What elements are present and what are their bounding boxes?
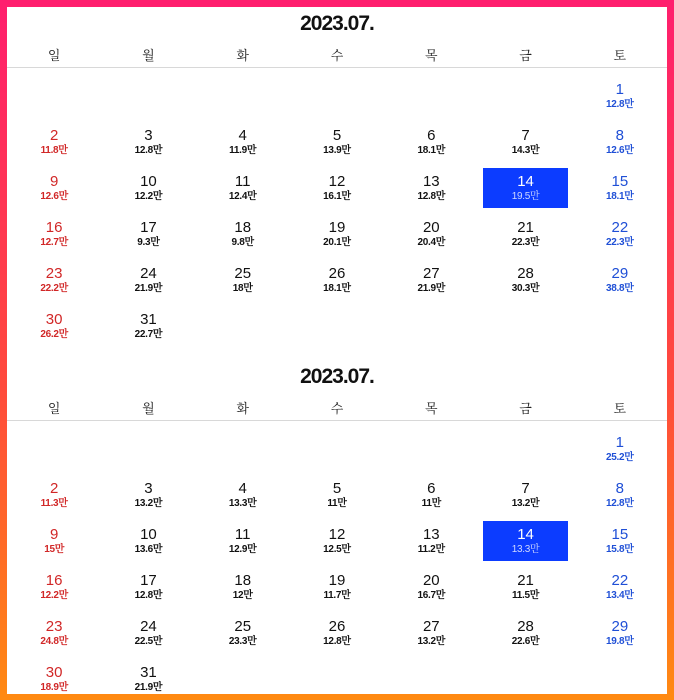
day-cell[interactable] [389,168,473,208]
day-cell[interactable] [483,122,567,162]
day-cell[interactable] [578,168,662,208]
day-number: 24 [140,618,157,635]
day-number: 29 [611,618,629,635]
day-price: 12.8만 [323,636,351,647]
day-cell[interactable] [201,475,285,515]
empty-day-cell [290,429,384,475]
day-cell[interactable] [389,214,473,254]
day-number: 2 [49,480,59,497]
day-price: 20.1만 [323,237,351,248]
day-cell[interactable] [578,521,662,561]
day-cell[interactable] [295,613,379,653]
day-number: 11 [234,173,251,190]
day-number: 4 [238,127,247,144]
day-number: 26 [328,265,346,282]
day-number: 31 [140,664,157,681]
day-price: 13.2만 [511,498,540,509]
weekday-tue: 화 [236,400,249,416]
day-price: 13.2만 [417,636,446,647]
day-price: 12.6만 [606,145,634,156]
day-number: 20 [422,572,440,589]
day-number: 11 [234,526,251,543]
day-cell[interactable] [201,168,285,208]
weekday-fri: 금 [519,47,532,63]
empty-day-cell [478,76,572,122]
day-price: 14.3만 [511,145,540,156]
day-price: 38.8만 [606,283,634,294]
day-number: 7 [521,480,530,497]
day-cell-selected[interactable] [483,521,567,561]
weekday-mon: 월 [142,47,155,63]
weekday-mon: 월 [142,400,155,416]
day-cell[interactable] [578,122,662,162]
empty-day-cell [290,76,384,122]
day-price: 12만 [232,590,253,601]
day-number: 28 [517,265,534,282]
day-number: 28 [517,618,534,635]
day-price: 16.7만 [417,590,446,601]
day-price: 20.4만 [417,237,446,248]
day-cell[interactable] [389,521,473,561]
weekday-fri: 금 [519,400,532,416]
day-number: 1 [615,434,625,451]
empty-day-cell [196,76,290,122]
day-cell[interactable] [389,122,473,162]
day-number: 18 [234,572,252,589]
weekday-sat: 토 [613,400,627,416]
day-price: 22.6만 [511,636,540,647]
day-price: 18.9만 [40,682,68,693]
day-cell[interactable] [12,475,96,515]
day-price: 11.7만 [323,590,351,601]
weekday-wed: 수 [330,47,344,63]
day-cell[interactable] [578,429,662,469]
day-cell[interactable] [12,567,96,607]
day-number: 21 [517,572,534,589]
day-cell-selected[interactable] [483,168,567,208]
price-calendar-panel [7,7,667,694]
day-price: 23.3만 [228,636,257,647]
day-cell[interactable] [389,475,473,515]
calendar-title: 2023.07. [300,365,374,388]
day-cell[interactable] [12,260,96,300]
weekday-sat: 토 [613,47,627,63]
day-number: 20 [422,219,440,236]
day-price: 21.9만 [417,283,446,294]
day-number: 15 [611,526,629,543]
day-price: 12.8만 [134,145,163,156]
weekday-thu: 목 [424,400,438,416]
day-number: 15 [611,173,629,190]
weekday-sun: 일 [47,400,61,416]
day-number: 13 [422,173,440,190]
day-number: 10 [140,526,157,543]
day-number: 24 [140,265,157,282]
day-cell[interactable] [578,475,662,515]
day-number: 3 [144,480,153,497]
day-price: 22.5만 [134,636,163,647]
weekday-header [7,394,667,421]
day-number: 23 [45,618,63,635]
day-price: 16.1만 [323,191,351,202]
day-price: 18만 [232,283,253,294]
day-cell[interactable] [201,122,285,162]
day-cell[interactable] [295,567,379,607]
day-price: 11.2만 [417,544,445,555]
day-number: 4 [238,480,247,497]
day-number: 9 [49,526,59,543]
day-cell[interactable] [106,567,190,607]
day-number: 6 [427,480,436,497]
day-price: 12.8만 [417,191,446,202]
day-cell[interactable] [295,214,379,254]
day-cell[interactable] [295,260,379,300]
day-price: 22.7만 [134,329,163,340]
day-cell[interactable] [295,521,379,561]
day-cell[interactable] [106,122,190,162]
empty-day-cell [101,76,195,122]
day-cell[interactable] [12,214,96,254]
day-cell[interactable] [295,122,379,162]
day-price: 13.6만 [134,544,163,555]
day-price: 22.3만 [511,237,540,248]
day-price: 22.2만 [40,283,68,294]
empty-day-cell [384,76,478,122]
day-cell[interactable] [106,475,190,515]
empty-day-cell [196,429,290,475]
day-cell[interactable] [106,306,190,346]
day-number: 17 [140,572,157,589]
empty-day-cell [101,429,195,475]
day-number: 12 [328,526,346,543]
day-cell[interactable] [578,613,662,653]
empty-day-cell [384,429,478,475]
day-price: 13.9만 [323,145,351,156]
day-number: 3 [144,127,153,144]
day-number: 5 [332,127,342,144]
weekday-wed: 수 [330,400,344,416]
calendar-month-2 [7,360,667,694]
day-price: 13.3만 [511,544,540,555]
day-price: 11.8만 [40,145,68,156]
day-cell[interactable] [106,168,190,208]
day-price: 9.3만 [137,237,160,248]
day-price: 24.8만 [40,636,68,647]
day-cell[interactable] [12,306,96,346]
weekday-header [7,41,667,68]
day-number: 10 [140,173,157,190]
day-number: 16 [45,572,63,589]
day-price: 22.3만 [606,237,634,248]
day-cell[interactable] [201,613,285,653]
day-price: 25.2만 [606,452,634,463]
day-number: 23 [45,265,63,282]
day-price: 11.5만 [512,590,540,601]
day-cell[interactable] [578,214,662,254]
day-cell[interactable] [12,659,96,694]
day-number: 19 [328,572,346,589]
day-number: 18 [234,219,252,236]
day-cell[interactable] [578,567,662,607]
day-cell[interactable] [12,613,96,653]
day-cell[interactable] [106,260,190,300]
day-price: 11만 [421,498,441,509]
day-number: 13 [422,526,440,543]
day-number: 8 [615,480,625,497]
day-grid [7,421,667,694]
day-price: 15.8만 [606,544,634,555]
day-number: 14 [517,526,534,543]
day-cell[interactable] [12,122,96,162]
weekday-sun: 일 [47,47,61,63]
day-price: 18.1만 [606,191,634,202]
day-price: 12.2만 [40,590,68,601]
day-cell[interactable] [106,214,190,254]
day-number: 1 [615,81,625,98]
day-price: 11만 [327,498,347,509]
day-cell[interactable] [483,567,567,607]
day-cell[interactable] [12,168,96,208]
day-number: 12 [328,173,346,190]
day-number: 8 [615,127,625,144]
day-price: 12.2만 [134,191,163,202]
day-price: 21.9만 [134,682,163,693]
day-price: 12.7만 [40,237,68,248]
day-cell[interactable] [483,260,567,300]
day-cell[interactable] [483,475,567,515]
day-cell[interactable] [106,521,190,561]
weekday-tue: 화 [236,47,249,63]
day-number: 25 [234,618,252,635]
day-cell[interactable] [389,260,473,300]
calendar-title: 2023.07. [300,12,374,35]
day-number: 30 [45,311,63,328]
day-price: 11.3만 [40,498,68,509]
day-cell[interactable] [389,613,473,653]
day-cell[interactable] [483,214,567,254]
day-price: 13.3만 [228,498,257,509]
calendar-month-1 [7,7,667,352]
day-number: 22 [611,219,629,236]
day-price: 12.9만 [228,544,257,555]
day-cell[interactable] [201,214,285,254]
day-price: 19.5만 [511,191,540,202]
day-number: 22 [611,572,629,589]
day-number: 17 [140,219,157,236]
day-cell[interactable] [389,567,473,607]
weekday-thu: 목 [424,47,438,63]
day-cell[interactable] [578,260,662,300]
day-price: 11.9만 [229,145,257,156]
day-number: 21 [517,219,534,236]
day-price: 12.6만 [40,191,68,202]
day-price: 12.5만 [323,544,351,555]
day-price: 12.4만 [228,191,257,202]
day-price: 12.8만 [606,498,634,509]
day-cell[interactable] [12,521,96,561]
day-price: 19.8만 [606,636,634,647]
day-number: 26 [328,618,346,635]
day-cell[interactable] [201,260,285,300]
day-price: 18.1만 [323,283,351,294]
day-number: 29 [611,265,629,282]
day-cell[interactable] [483,613,567,653]
day-price: 12.8만 [606,99,634,110]
day-cell[interactable] [106,613,190,653]
day-number: 25 [234,265,252,282]
day-cell[interactable] [578,76,662,116]
day-cell[interactable] [295,168,379,208]
day-grid [7,68,667,352]
day-number: 19 [328,219,346,236]
day-number: 30 [45,664,63,681]
day-number: 14 [517,173,534,190]
day-number: 27 [422,265,440,282]
day-price: 13.4만 [606,590,634,601]
day-price: 13.2만 [134,498,163,509]
day-price: 18.1만 [417,145,446,156]
day-number: 5 [332,480,342,497]
day-price: 21.9만 [134,283,163,294]
day-price: 12.8만 [134,590,163,601]
day-number: 6 [427,127,436,144]
empty-day-cell [478,429,572,475]
day-cell[interactable] [201,521,285,561]
empty-day-cell [7,429,101,475]
day-cell[interactable] [201,567,285,607]
day-cell[interactable] [106,659,190,694]
day-number: 27 [422,618,440,635]
day-number: 2 [49,127,59,144]
day-number: 16 [45,219,63,236]
day-price: 26.2만 [40,329,68,340]
day-number: 7 [521,127,530,144]
empty-day-cell [7,76,101,122]
day-price: 15만 [44,544,65,555]
day-price: 9.8만 [231,237,254,248]
day-number: 31 [140,311,157,328]
day-price: 30.3만 [511,283,540,294]
day-number: 9 [49,173,59,190]
day-cell[interactable] [295,475,379,515]
